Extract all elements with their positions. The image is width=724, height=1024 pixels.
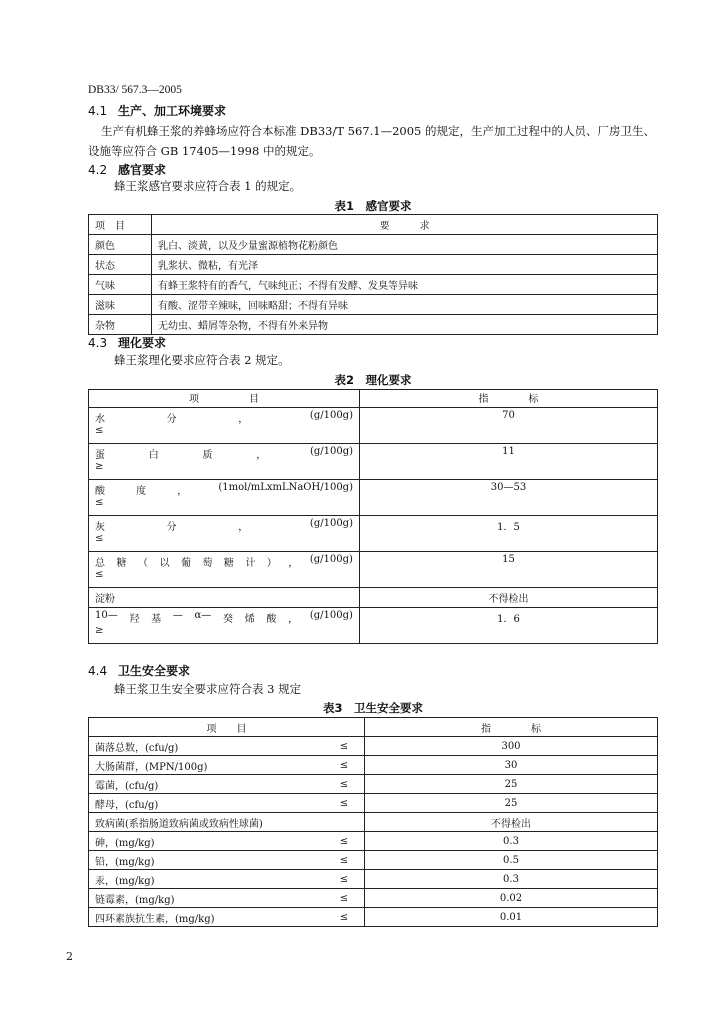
label-part: (g/100g) <box>309 410 353 421</box>
value-cell: 0.01 <box>365 908 658 927</box>
item-cell: 杂物 <box>89 315 152 335</box>
label-part: 烯 <box>244 614 255 625</box>
label-part: 癸 <box>223 614 234 625</box>
item-cell <box>89 516 360 552</box>
comparison-symbol: ≤ <box>324 870 365 889</box>
value-cell: 0.02 <box>365 889 658 908</box>
table3-hygiene-safety <box>88 717 658 927</box>
value-cell: 15 <box>360 552 658 588</box>
table-header-row <box>89 215 658 235</box>
item-cell: 致病菌(系指肠道致病菌或致病性球菌) <box>89 813 325 832</box>
header-cell: 项 目 <box>89 718 365 737</box>
table-row <box>89 889 658 908</box>
item-cell <box>89 588 360 608</box>
page-number: 2 <box>66 950 73 963</box>
item-cell <box>89 552 360 588</box>
requirement-cell: 乳浆状、微粘，有光泽 <box>152 255 658 275</box>
table-row <box>89 295 658 315</box>
section-4-2-heading <box>88 161 166 178</box>
comparison-symbol: ≤ <box>324 756 365 775</box>
table-row <box>89 756 658 775</box>
comparison-symbol: ≤ <box>324 775 365 794</box>
table-row <box>89 315 658 335</box>
table-row <box>89 608 658 644</box>
value-cell: 不得检出 <box>365 813 658 832</box>
table1-sensory <box>88 214 658 335</box>
label-part: 糖 <box>116 558 127 569</box>
label-part: — <box>172 610 183 621</box>
label-part: ） <box>266 558 277 569</box>
label-part: ， <box>238 414 249 425</box>
table-row <box>89 775 658 794</box>
table-row <box>89 870 658 889</box>
item-cell: 铅，(mg/kg) <box>89 851 325 870</box>
label-part: 10— <box>95 610 118 621</box>
requirement-cell: 无幼虫、蜡屑等杂物，不得有外来异物 <box>152 315 658 335</box>
label-part: (1mol/mLxmLNaOH/100g) <box>218 482 353 493</box>
value-cell: 不得检出 <box>360 588 658 608</box>
value-cell: 30 <box>365 756 658 775</box>
table-row <box>89 908 658 927</box>
item-label <box>95 446 353 461</box>
comparison-symbol: ≤ <box>324 889 365 908</box>
item-label <box>95 482 353 497</box>
header-cell: 项 目 <box>89 215 152 235</box>
table-row <box>89 832 658 851</box>
table2-caption: 表2 理化要求 <box>334 373 412 387</box>
table-row <box>89 516 658 552</box>
comparison-symbol: ≥ <box>95 625 104 636</box>
header-cell: 要 求 <box>152 215 658 235</box>
section-4-3-body: 蜂王浆理化要求应符合表 2 规定。 <box>114 353 290 367</box>
label-part: 萄 <box>202 558 213 569</box>
comparison-symbol: ≤ <box>324 832 365 851</box>
item-cell: 霉菌，(cfu/g) <box>89 775 325 794</box>
table-row <box>89 480 658 516</box>
label-part: 分 <box>166 522 177 533</box>
section-4-4-heading <box>88 662 190 679</box>
value-cell: 0.3 <box>365 832 658 851</box>
table-header-row <box>89 718 658 737</box>
comparison-symbol: ≥ <box>95 461 104 472</box>
item-cell: 状态 <box>89 255 152 275</box>
value-cell: 11 <box>360 444 658 480</box>
comparison-symbol: ≤ <box>324 794 365 813</box>
label-part: ， <box>288 558 299 569</box>
item-label <box>95 410 353 425</box>
comparison-symbol: ≤ <box>95 497 104 508</box>
label-part: 质 <box>202 450 213 461</box>
item-label <box>95 610 353 625</box>
item-cell: 酵母，(cfu/g) <box>89 794 325 813</box>
section-title: 理化要求 <box>118 336 167 350</box>
label-part: ， <box>256 450 267 461</box>
item-label: 淀粉 <box>95 594 115 605</box>
label-part: ， <box>288 614 299 625</box>
header-cell: 项 目 <box>89 390 360 408</box>
table-row <box>89 255 658 275</box>
table-row <box>89 737 658 756</box>
table-row <box>89 588 658 608</box>
table-row <box>89 552 658 588</box>
value-cell: 25 <box>365 794 658 813</box>
comparison-symbol: ≤ <box>95 533 104 544</box>
value-cell: 0.3 <box>365 870 658 889</box>
item-cell: 大肠菌群，(MPN/100g) <box>89 756 325 775</box>
table-row <box>89 275 658 295</box>
comparison-symbol: ≤ <box>95 569 104 580</box>
section-number: 4.2 <box>88 163 108 177</box>
label-part: 羟 <box>129 614 140 625</box>
table1-caption: 表1 感官要求 <box>334 199 412 213</box>
table2-physicochemical <box>88 389 658 644</box>
label-part: 糖 <box>223 558 234 569</box>
item-cell <box>89 608 360 644</box>
comparison-symbol: ≤ <box>324 851 365 870</box>
label-part: 白 <box>148 450 159 461</box>
value-cell: 30—53 <box>360 480 658 516</box>
item-cell: 气味 <box>89 275 152 295</box>
table-row <box>89 444 658 480</box>
section-4-4-body: 蜂王浆卫生安全要求应符合表 3 规定 <box>114 682 302 696</box>
section-number: 4.4 <box>88 664 108 678</box>
section-4-1-heading <box>88 102 226 119</box>
item-cell: 链霉素，(mg/kg) <box>89 889 325 908</box>
item-cell: 砷，(mg/kg) <box>89 832 325 851</box>
value-cell: 25 <box>365 775 658 794</box>
label-part: 蛋 <box>95 450 105 461</box>
label-part: ， <box>177 486 188 497</box>
item-cell: 颜色 <box>89 235 152 255</box>
label-part: (g/100g) <box>309 610 353 621</box>
table-header-row <box>89 390 658 408</box>
table-row <box>89 794 658 813</box>
section-4-1-body: 生产有机蜂王浆的养蜂场应符合本标准 DB33/T 567.1—2005 的规定，生产加工过程中的人员、厂房卫生、设施等应符合 GB 17405—1998 中的规定。 <box>88 124 656 158</box>
label-part: （ <box>137 558 148 569</box>
label-part: ， <box>238 522 249 533</box>
item-cell: 滋味 <box>89 295 152 315</box>
item-label <box>95 518 353 533</box>
table-row <box>89 408 658 444</box>
label-part: 葡 <box>180 558 191 569</box>
label-part: α— <box>194 610 212 621</box>
value-cell: 70 <box>360 408 658 444</box>
section-number: 4.3 <box>88 336 108 350</box>
document-id: DB33/ 567.3—2005 <box>88 84 182 96</box>
value-cell: 1．5 <box>360 516 658 552</box>
item-cell: 四环素族抗生素，(mg/kg) <box>89 908 325 927</box>
item-cell: 菌落总数，(cfu/g) <box>89 737 325 756</box>
comparison-symbol: ≤ <box>324 737 365 756</box>
header-cell: 指 标 <box>365 718 658 737</box>
value-cell: 1．6 <box>360 608 658 644</box>
value-cell: 0.5 <box>365 851 658 870</box>
section-4-2-body: 蜂王浆感官要求应符合表 1 的规定。 <box>114 179 302 193</box>
comparison-symbol: ≤ <box>324 908 365 927</box>
label-part: 基 <box>151 614 162 625</box>
label-part: 计 <box>245 558 256 569</box>
section-title: 感官要求 <box>118 163 167 177</box>
label-part: 以 <box>159 558 170 569</box>
label-part: 水 <box>95 414 105 425</box>
table3-caption: 表3 卫生安全要求 <box>322 701 423 715</box>
section-number: 4.1 <box>88 104 108 118</box>
section-title: 卫生安全要求 <box>118 664 191 678</box>
comparison-symbol <box>324 813 365 832</box>
label-part: 灰 <box>95 522 105 533</box>
item-label <box>95 554 353 569</box>
item-cell: 汞，(mg/kg) <box>89 870 325 889</box>
label-part: 分 <box>166 414 177 425</box>
table-row <box>89 813 658 832</box>
section-title: 生产、加工环境要求 <box>118 104 227 118</box>
label-part: 酸 <box>95 486 105 497</box>
label-part: 酸 <box>266 614 277 625</box>
section-4-3-heading <box>88 334 166 351</box>
requirement-cell: 有酸、涩带辛辣味，回味略甜；不得有异味 <box>152 295 658 315</box>
value-cell: 300 <box>365 737 658 756</box>
item-cell <box>89 408 360 444</box>
header-cell: 指 标 <box>360 390 658 408</box>
requirement-cell: 乳白、淡黄，以及少量蜜源植物花粉颜色 <box>152 235 658 255</box>
label-part: (g/100g) <box>309 518 353 529</box>
item-cell <box>89 480 360 516</box>
table-row <box>89 235 658 255</box>
label-part: 度 <box>136 486 147 497</box>
item-cell <box>89 444 360 480</box>
label-part: (g/100g) <box>309 446 353 457</box>
table-row <box>89 851 658 870</box>
label-part: 总 <box>95 558 105 569</box>
comparison-symbol: ≤ <box>95 425 104 436</box>
label-part: (g/100g) <box>309 554 353 565</box>
requirement-cell: 有蜂王浆特有的香气，气味纯正；不得有发酵、发臭等异味 <box>152 275 658 295</box>
